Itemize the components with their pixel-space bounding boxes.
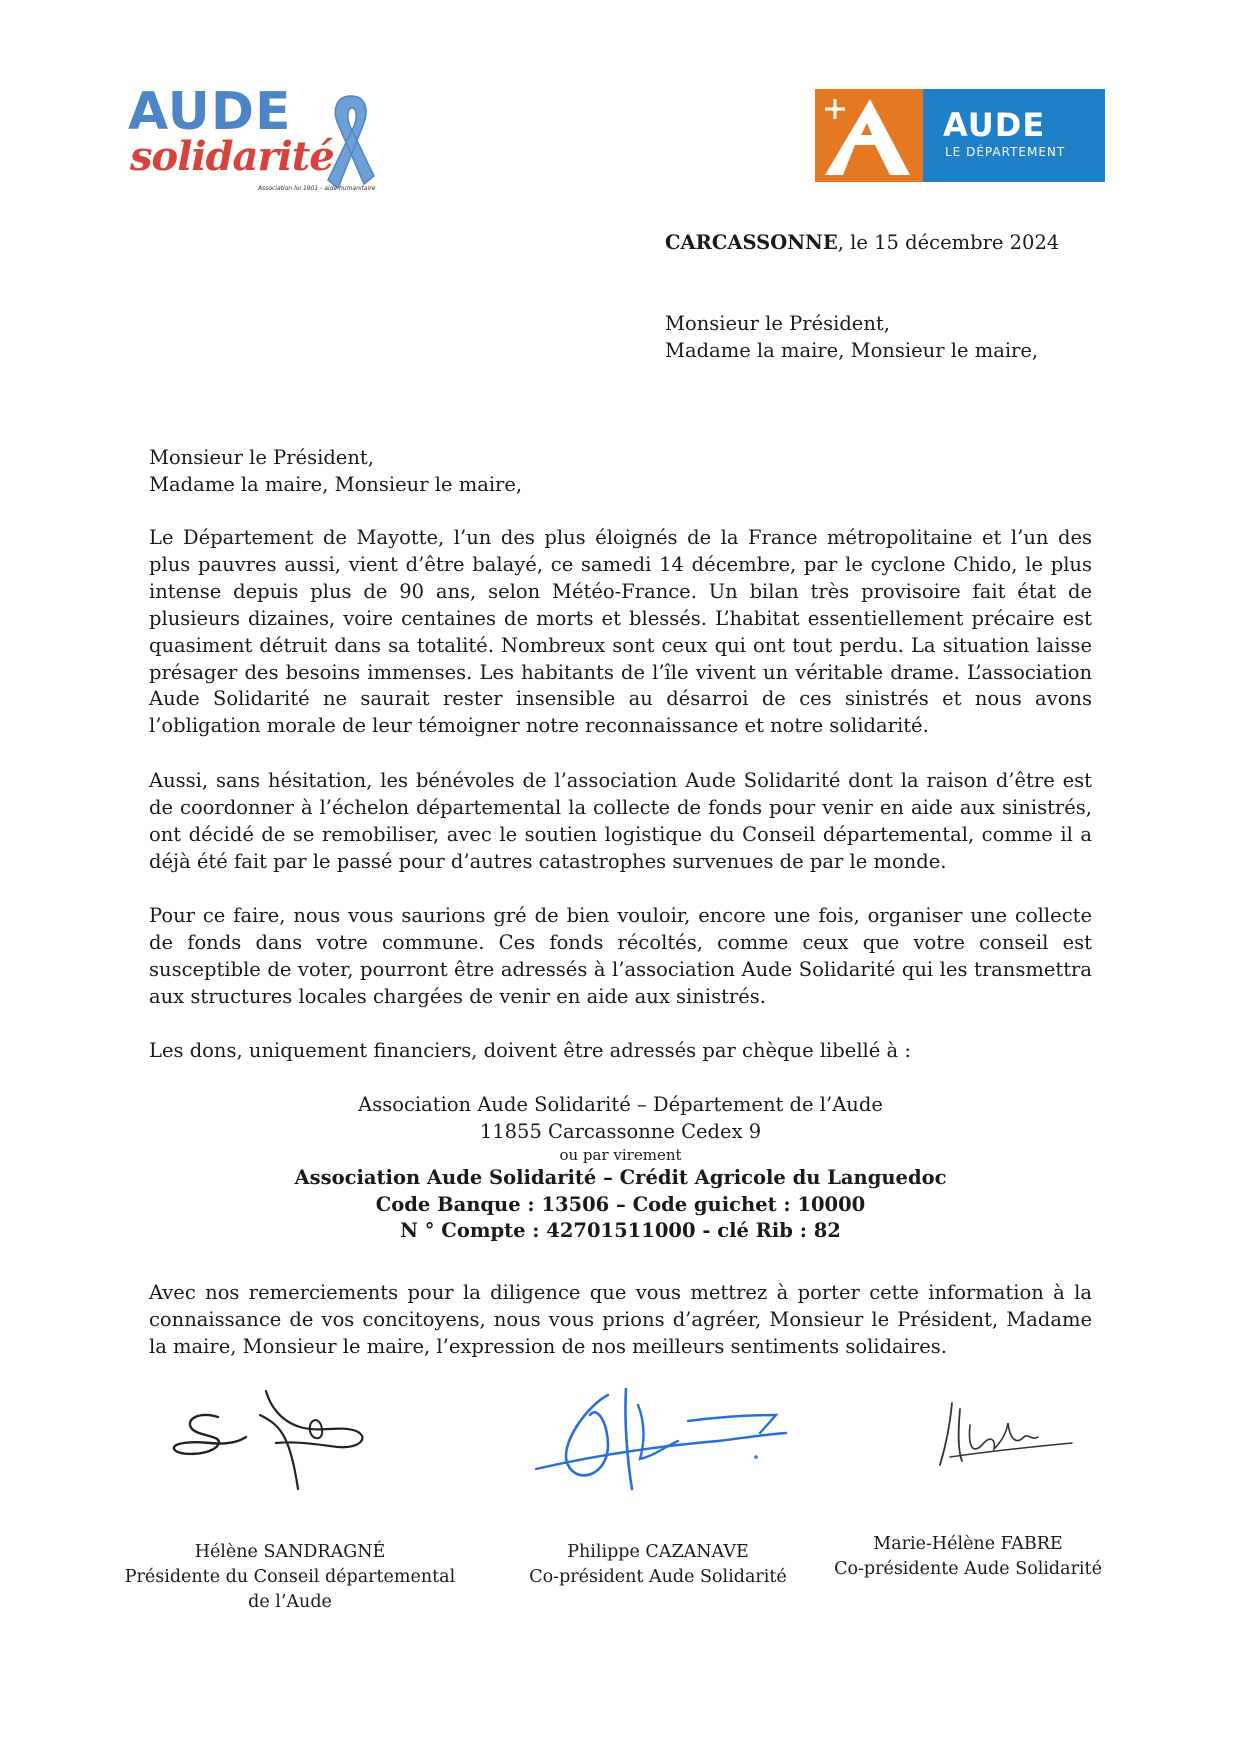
date-text: , le 15 décembre 2024 [837,231,1060,254]
recipient-block [665,310,1038,364]
logo-aude-text: AUDE [128,82,292,142]
closing-paragraph: Avec nos remerciements pour la diligence que vous mettrez à porter cette information à la connaissance de vos concitoyens, nous vous prions d’agréer, Monsieur le Président, Madame la maire, Monsieur le maire, l’expression de nos meilleurs sentiments solidaires. [149,1281,1092,1358]
payment-details [149,1092,1092,1245]
body-paragraph: Le Département de Mayotte, l’un des plus éloignés de la France métropolitaine et l’un des plus pauvres aussi, vient d’être balayé, ce samedi 14 décembre, par le cyclone Chido, le plus intense depuis plus de 90 ans, selon Météo-France. Un bilan très provisoire fait état de plusieurs dizaines, voire centaines de morts et blessés. L’habitat essentiellement précaire est quasiment détruit dans sa totalité. Nombreux sont ceux qui ont tout perdu. La situation laisse présager des besoins immenses. Les habitants de l’île vivent un véritable drame. L’association Aude Solidarité ne saurait rester insensible au désarroi de ces sinistrés et nous avons l’obligation morale de leur témoigner notre reconnaissance et notre solidarité. [149,526,1092,738]
bank-line: Association Aude Solidarité – Crédit Agricole du Languedoc [294,1166,947,1189]
signature-cazanave [528,1385,798,1500]
logo-aude-right-text: AUDE [943,106,1046,144]
signatory-block [818,1532,1118,1582]
body-paragraph: Les dons, uniquement financiers, doivent être adressés par chèque libellé à : [149,1039,911,1062]
signatory-role: de l’Aude [248,1592,332,1612]
signatory-name: Hélène SANDRAGNÉ [194,1542,386,1562]
payee-address: 11855 Carcassonne Cedex 9 [479,1119,762,1143]
signature-fabre [920,1395,1080,1475]
signatory-name: Philippe CAZANAVE [567,1542,749,1562]
salutation-line: Monsieur le Président, [149,446,374,469]
logo-solidarite-text: solidarité [130,133,334,180]
letter-date [665,229,1059,256]
signatory-role: Co-présidente Aude Solidarité [834,1559,1102,1579]
body-paragraph: Pour ce faire, nous vous saurions gré de bien vouloir, encore une fois, organiser une collecte de fonds dans votre commune. Ces fonds récoltés, comme ceux que votre conseil est susceptible de voter, pourront être adressés à l’association Aude Solidarité qui les transmettra aux structures locales chargées de venir en aide aux sinistrés. [149,904,1092,1008]
signatory-name: Marie-Hélène FABRE [873,1534,1063,1554]
signatory-role: Présidente du Conseil départemental [124,1567,456,1587]
payee-line: Association Aude Solidarité – Département de l’Aude [358,1093,883,1116]
salutation-line: Madame la maire, Monsieur le maire, [149,473,523,496]
signatory-block [508,1540,808,1590]
signatory-block [120,1540,460,1615]
city-name: CARCASSONNE [665,231,838,254]
ribbon-icon [316,88,386,198]
recipient-line: Madame la maire, Monsieur le maire, [665,339,1039,362]
account-line: N ° Compte : 42701511000 - clé Rib : 82 [400,1219,841,1242]
transfer-label: ou par virement [559,1146,682,1164]
occitan-cross-icon [815,89,935,182]
salutation [149,444,522,498]
body-paragraph: Aussi, sans hésitation, les bénévoles de l’association Aude Solidarité dont la raison d’être est de coordonner à l’échelon départemental la collecte de fonds pour venir en aide aux sinistrés, ont décidé de se remobiliser, avec le soutien logistique du Conseil départemental, comme il a déjà été fait par le passé pour d’autres catastrophes survenues de par le monde. [149,769,1092,873]
recipient-line: Monsieur le Président, [665,312,890,335]
aude-departement-logo [815,89,1105,182]
signatory-role: Co-président Aude Solidarité [529,1567,787,1587]
aude-solidarite-logo [128,82,390,198]
signature-sandragne [170,1385,390,1495]
bank-code-line: Code Banque : 13506 – Code guichet : 10000 [375,1192,866,1216]
logo-departement-text: LE DÉPARTEMENT [945,145,1066,159]
logo-tagline: Association loi 1901 - aide humanitaire [258,185,376,192]
